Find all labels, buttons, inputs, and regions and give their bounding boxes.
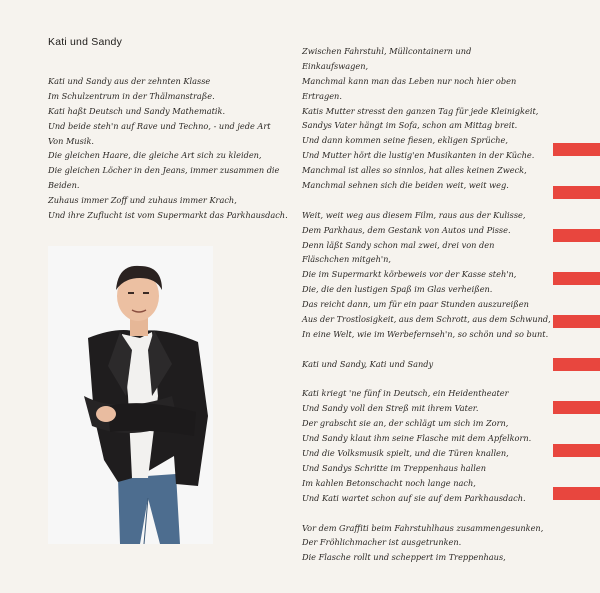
lyric-line: Von Musik. [48, 135, 95, 146]
lyric-line: Die gleichen Haare, die gleiche Art sich zu kleiden, [48, 150, 262, 161]
lyric-line: Manchmal kann man das Leben nur noch hier oben [302, 75, 517, 86]
red-stripe [553, 444, 600, 457]
lyric-line: Manchmal ist alles so sinnlos, hat alles keinen Zweck, [302, 165, 527, 176]
lyric-line: Im Schulzentrum in der Thälmanstraße. [48, 90, 215, 101]
lyric-line: Denn läßt Sandy schon mal zwei, drei von den [302, 239, 495, 250]
lyric-line: Manchmal sehnen sich die beiden weit, weit weg. [302, 180, 509, 191]
lyric-line: Die Flasche rollt und scheppert im Treppenhaus, [302, 552, 506, 563]
lyric-line: Und beide steh'n auf Rave und Techno, - und jede Art [48, 120, 271, 131]
lyric-line: Aus der Trostlosigkeit, aus dem Schrott, aus dem Schwund, [302, 314, 551, 325]
lyric-line: Kati und Sandy, Kati und Sandy [302, 358, 434, 369]
stanza-gap [302, 372, 551, 387]
lyric-line: Im kahlen Betonschacht noch lange nach, [302, 477, 476, 488]
red-stripe [553, 315, 600, 328]
artist-portrait-illustration [48, 246, 213, 544]
artist-photo [48, 246, 213, 544]
lyric-line: Und dann kommen seine fiesen, ekligen Sprüche, [302, 135, 508, 146]
lyric-line: Zwischen Fahrstuhl, Müllcontainern und [302, 46, 472, 56]
red-stripe [553, 229, 600, 242]
lyric-line: Der grabscht sie an, der schlägt um sich im Zorn, [302, 418, 509, 429]
lyric-line: Und die Volksmusik spielt, und die Türen knallen, [302, 448, 509, 459]
lyric-line: Und ihre Zuflucht ist vom Supermarkt das Parkhausdach. [48, 210, 288, 221]
lyric-line: Einkaufswagen, [302, 60, 369, 71]
lyrics-left-column [48, 74, 288, 223]
lyric-line: Die im Supermarkt körbeweis vor der Kasse steh'n, [302, 269, 517, 280]
lyric-line: Und Sandy klaut ihm seine Flasche mit dem Apfelkorn. [302, 433, 532, 444]
lyric-line: Und Sandy voll den Streß mit ihrem Vater. [302, 403, 479, 414]
lyric-line: Sandys Vater hängt im Sofa, schon am Mittag breit. [302, 120, 518, 131]
red-stripe [553, 186, 600, 199]
lyric-line: Die, die den lustigen Spaß im Glas verheißen. [302, 284, 493, 295]
lyric-line: Weit, weit weg aus diesem Film, raus aus der Kulisse, [302, 209, 526, 220]
red-stripe [553, 401, 600, 414]
lyric-line: In eine Welt, wie im Werbefernseh'n, so schön und so bunt. [302, 328, 549, 339]
lyric-line: Ertragen. [302, 90, 342, 101]
lyric-line: Und Mutter hört die lustig'en Musikanten in der Küche. [302, 150, 535, 161]
lyric-line: Und Kati wartet schon auf sie auf dem Parkhausdach. [302, 492, 526, 503]
lyric-line: Katis Mutter stresst den ganzen Tag für jede Kleinigkeit, [302, 105, 539, 116]
lyric-line: Kati haßt Deutsch und Sandy Mathematik. [48, 105, 226, 116]
lyrics-right-column [302, 44, 551, 565]
stanza-gap [302, 342, 551, 357]
lyric-line: Die gleichen Löcher in den Jeans, immer zusammen die [48, 165, 280, 176]
lyric-line: Kati kriegt 'ne fünf in Deutsch, ein Heidentheater [302, 388, 509, 399]
stanza-gap [302, 506, 551, 521]
song-title: Kati und Sandy [48, 36, 123, 48]
lyric-line: Das reicht dann, um für ein paar Stunden auszureißen [302, 299, 529, 310]
red-stripe [553, 143, 600, 156]
lyric-line: Beiden. [48, 180, 80, 191]
red-stripe [553, 272, 600, 285]
red-stripe [553, 487, 600, 500]
lyric-line: Vor dem Graffiti beim Fahrstuhlhaus zusammengesunken, [302, 522, 544, 533]
lyric-line: Und Sandys Schritte im Treppenhaus hallen [302, 462, 487, 473]
lyric-line: Dem Parkhaus, dem Gestank von Autos und Pisse. [302, 224, 511, 235]
lyric-line: Zuhaus immer Zoff und zuhaus immer Krach, [48, 195, 237, 206]
stanza-gap [302, 193, 551, 208]
lyric-line: Fläschchen mitgeh'n, [302, 254, 391, 265]
lyric-line: Kati und Sandy aus der zehnten Klasse [48, 76, 211, 86]
red-stripe [553, 358, 600, 371]
lyric-line: Der Fröhlichmacher ist ausgetrunken. [302, 537, 462, 548]
